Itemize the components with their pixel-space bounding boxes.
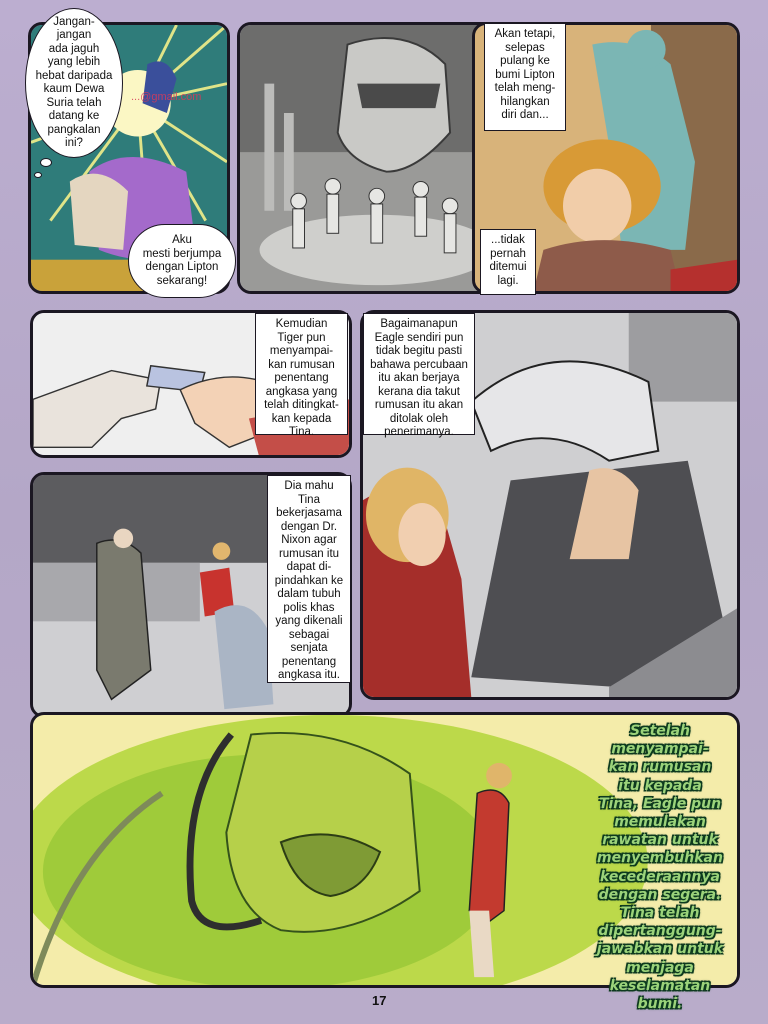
masked-villain-illustration bbox=[240, 25, 496, 291]
narration-text: Setelah menyampai- kan rumusan itu kepada Tina, Eagle pun memulakan rawatan untuk menyembuhkan kecederaannya dengan segera. Tina telah dipertanggung- jawabkan untuk menjaga keselamatan bumi. bbox=[596, 723, 724, 1013]
speech-bubble-top: Jangan- jangan ada jaguh yang lebih hebat daripada kaum Dewa Suria telah datang ke pangkalan ini? bbox=[25, 8, 123, 158]
watermark: ...@gmail.com bbox=[131, 91, 202, 103]
page-number: 17 bbox=[372, 993, 387, 1008]
caption-box: Bagaimanapun Eagle sendiri pun tidak begitu pasti bahawa percubaan itu akan berjaya kerana dia takut rumusan itu akan ditolak oleh penerimanya. bbox=[363, 313, 475, 435]
thought-dot bbox=[40, 158, 52, 167]
speech-bubble-bottom: Aku mesti berjumpa dengan Lipton sekarang! bbox=[128, 224, 236, 298]
caption-box: ...tidak pernah ditemui lagi. bbox=[480, 229, 536, 295]
caption-box: Kemudian Tiger pun menyampai- kan rumusan penentang angkasa yang telah ditingkat- kan kepada Tina. bbox=[255, 313, 348, 435]
caption-box: Akan tetapi, selepas pulang ke bumi Lipton telah meng- hilangkan diri dan... bbox=[484, 23, 566, 131]
caption-box: Dia mahu Tina bekerjasama dengan Dr. Nixon agar rumusan itu dapat di- pindahkan ke dalam tubuh polis khas yang dikenali sebagai senjata penentang angkasa itu. bbox=[267, 475, 351, 683]
panel-2 bbox=[237, 22, 499, 294]
thought-dot bbox=[34, 172, 42, 178]
